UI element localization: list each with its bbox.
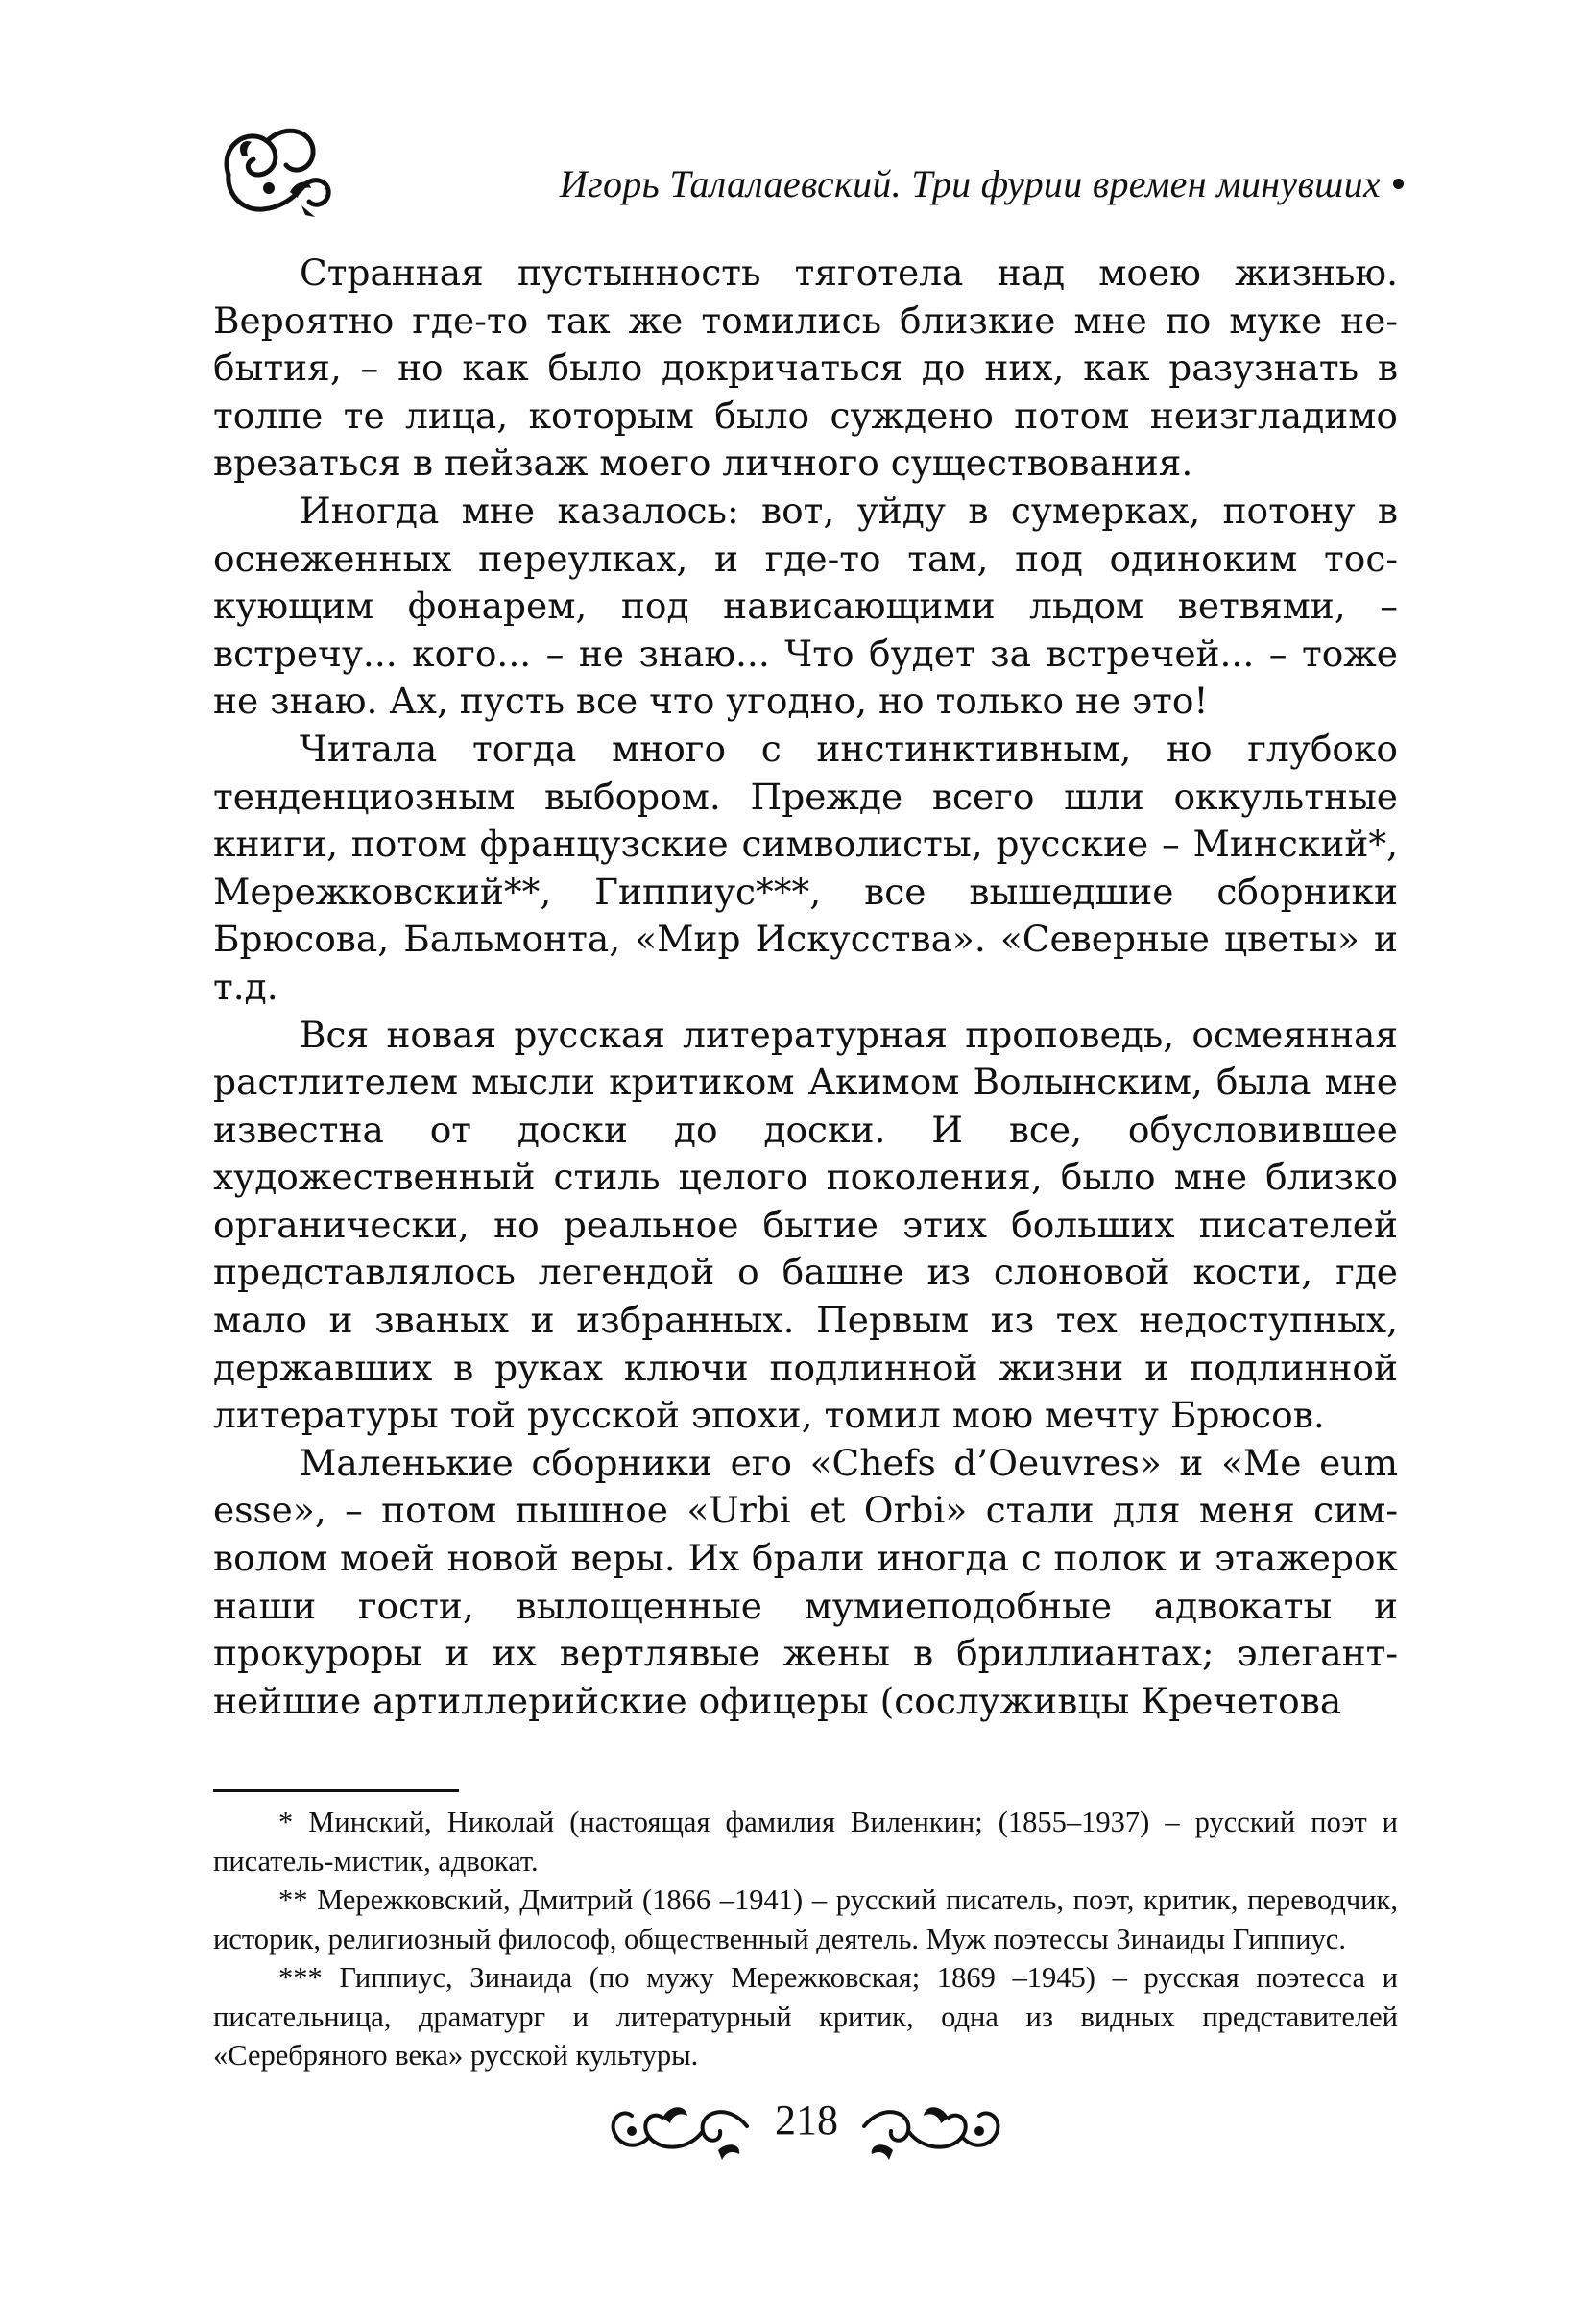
footnotes xyxy=(213,1803,1398,2075)
running-header-title: Игорь Талалаевский. Три фурии времен минувших xyxy=(559,162,1381,205)
footnote: ** Мережковский, Дмитрий (1866 –1941) – русский писатель, поэт, критик, переводчик, историк, религиозный философ, общественный деятель. Муж поэтессы Зинаиды Гиппиус. xyxy=(213,1883,1398,1955)
paragraph: Иногда мне казалось: вот, уйду в сумерках, потону в оснеженных переулках, и где-то там, под одиноким тоскующим фонарем, под нависающими льдом ветвями, – встречу... кого... – не знаю... Что будет за встречей... – тоже не знаю. Ах, пусть все что угодно, но только не это! xyxy=(213,489,1398,723)
floral-ornament-icon xyxy=(603,2083,757,2169)
header-bullet-icon xyxy=(1393,179,1404,189)
paragraph: Читала тогда много с инстинктивным, но глубоко тенденциозным выбором. Прежде всего шли оккультные книги, потом французские символисты, русские – Минский*, Мережковский**, Гиппиус***, все вышедшие сборники Брюсова, Бальмонта, «Мир Искусства». «Северные цветы» и т.д. xyxy=(213,727,1398,1008)
footnote-divider xyxy=(213,1789,459,1792)
footnote: * Минский, Николай (настоящая фамилия Виленкин; (1855–1937) – русский поэт и писатель-мистик, адвокат. xyxy=(213,1806,1398,1878)
footnote: *** Гиппиус, Зинаида (по мужу Мережковская; 1869 –1945) – русская поэтесса и писательница, драматург и литературный критик, одна из видных представителей «Серебряного века» русской культуры. xyxy=(213,1961,1398,2072)
paragraph: Вся новая русская литературная проповедь, осмеянная растлителем мысли критиком Акимом Волынским, была мне известна от доски до доски. И все, обусловившее художественный стиль целого поколения, было мне близко органически, но реальное бытие этих больших писателей представлялось легендой о башне из слоновой кости, где мало и званых и избранных. Первым из тех недоступных, державших в руках ключи подлинной жизни и подлинной литературы той русской эпохи, томил мою мечту Брюсов. xyxy=(213,1013,1398,1437)
floral-ornament-icon xyxy=(209,117,334,223)
paragraph: Странная пустынность тяготела над моею жизнью. Вероятно где-то так же томились близкие мне по муке небытия, – но как было докричаться до них, как разузнать в толпе те лица, которым было суждено потом неизгладимо врезаться в пейзаж моего личного существования. xyxy=(213,252,1398,485)
main-text xyxy=(213,250,1398,1725)
paragraph: Маленькие сборники его «Chefs d’Oeuvres» и «Me eum esse», – потом пышное «Urbi et Orbi» стали для меня символом моей новой веры. Их брали иногда с полок и этажерок наши гости, вылощенные мумиеподобные адвокаты и прокуроры и их вертлявые жены в бриллиантах; элегантнейшие артиллерийские офицеры (сослуживцы Кречетова xyxy=(213,1441,1398,1722)
floral-ornament-icon xyxy=(854,2083,1008,2169)
page-number: 218 xyxy=(775,2096,838,2144)
